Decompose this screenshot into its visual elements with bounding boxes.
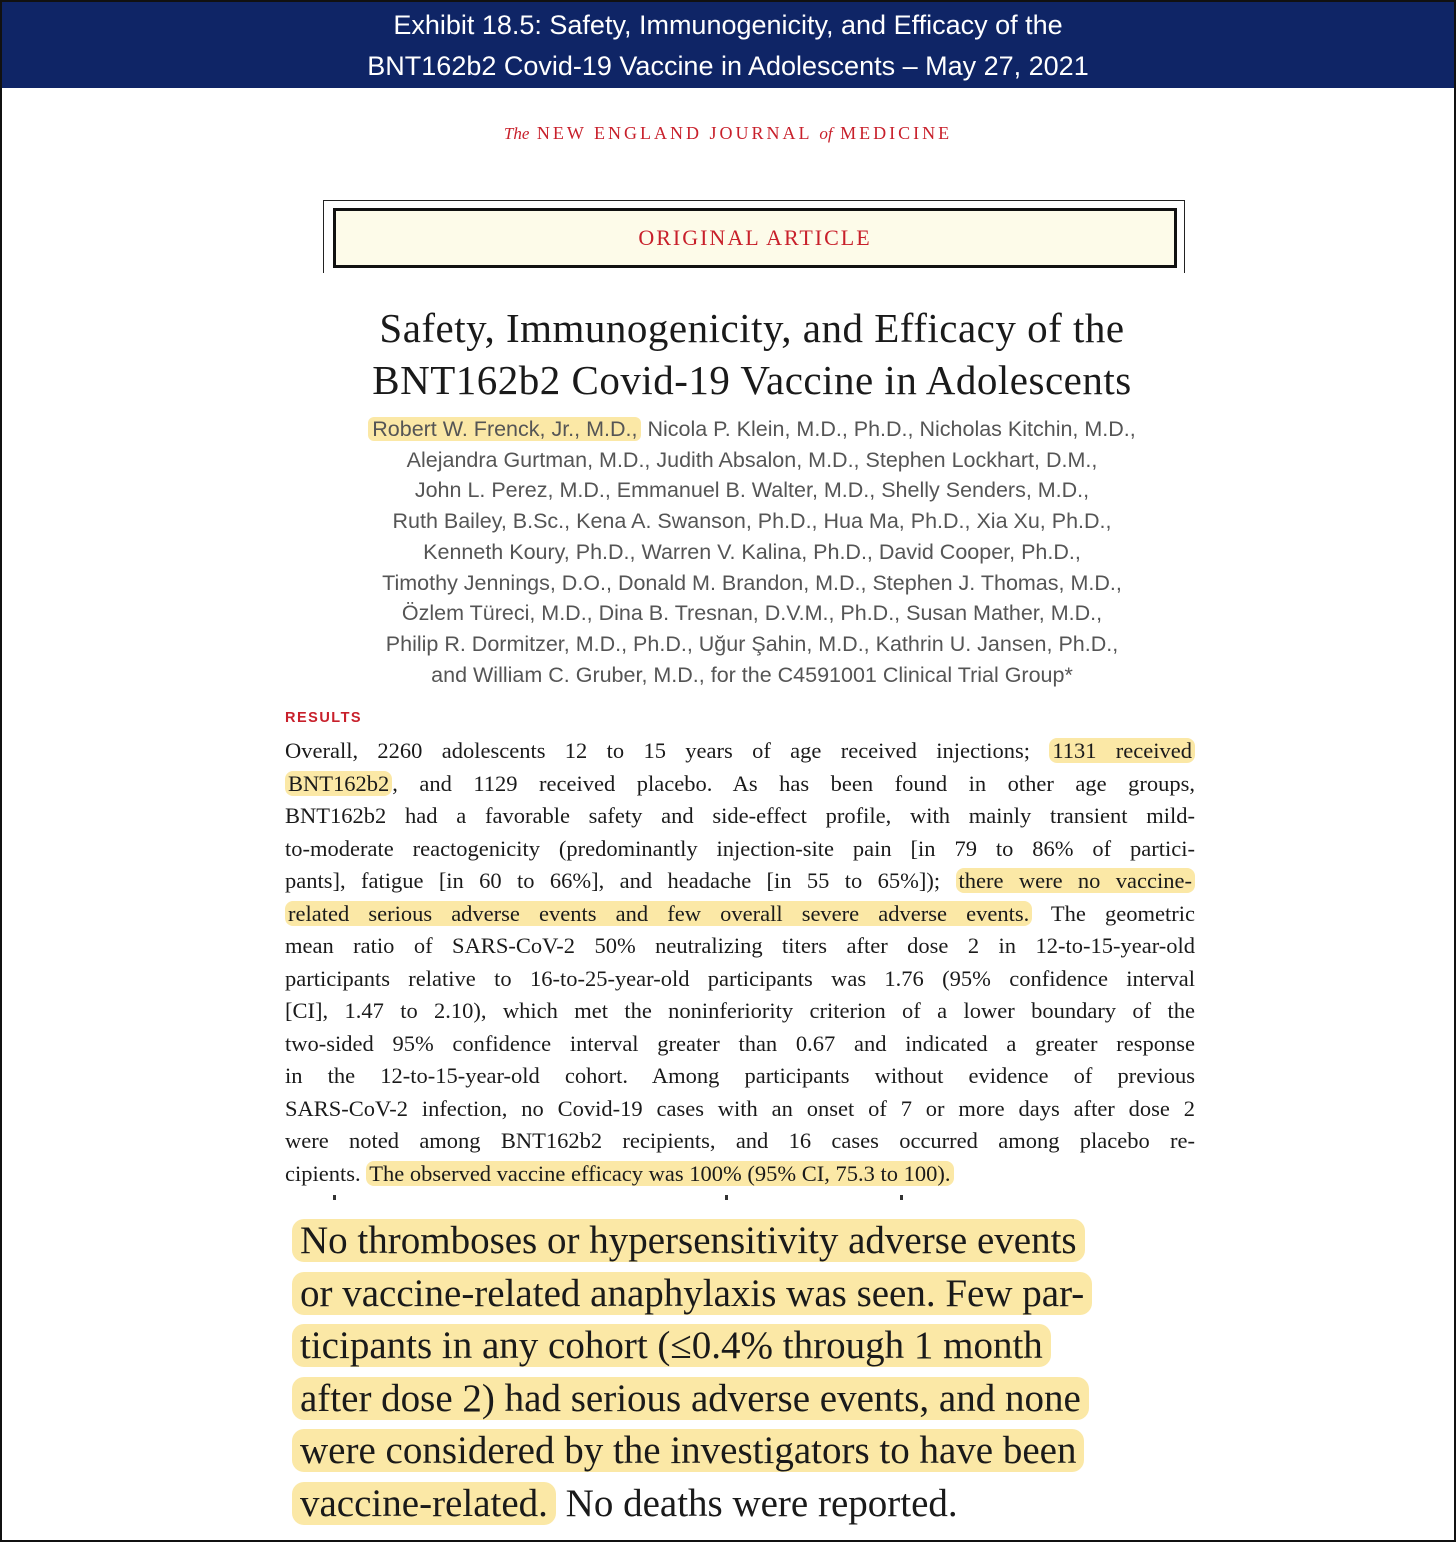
- results-line-7: mean ratio of SARS-CoV-2 50% neutralizing titers after dose 2 in 12-to-15-year-old: [285, 933, 1195, 958]
- authors-line-3: John L. Perez, M.D., Emmanuel B. Walter, M.D., Shelly Senders, M.D.,: [414, 478, 1090, 503]
- journal-name-part-2: MEDICINE: [840, 123, 953, 143]
- quote-highlight-line-1: No thromboses or hypersensitivity adverse events: [292, 1219, 1085, 1262]
- quote-line-5: [292, 1425, 1182, 1478]
- quote-highlight-line-2: or vaccine-related anaphylaxis was seen. Few par-: [292, 1272, 1092, 1315]
- results-highlight-3: The observed vaccine efficacy was 100% (95% CI, 75.3 to 100).: [366, 1161, 953, 1186]
- results-line-5-text: pants], fatigue [in 60 to 66%], and headache [in 55 to 65%]);: [285, 868, 956, 893]
- quote-highlight-line-4: after dose 2) had serious adverse events, and none: [292, 1377, 1089, 1420]
- exhibit-banner: [2, 2, 1454, 88]
- journal-of: of: [819, 124, 833, 143]
- title-line-1: Safety, Immunogenicity, and Efficacy of the: [379, 305, 1125, 351]
- authors-line-1: [252, 414, 1252, 445]
- highlighted-quote: [292, 1215, 1182, 1531]
- results-line-5: [285, 865, 1195, 898]
- results-line-13: were noted among BNT162b2 recipients, and 16 cases occurred among placebo re-: [285, 1128, 1195, 1153]
- quote-highlight-line-3: ticipants in any cohort (≤0.4% through 1 month: [292, 1324, 1051, 1367]
- quote-line-6: [292, 1478, 1182, 1531]
- quote-line-1: [292, 1215, 1182, 1268]
- clipped-text-marks: [285, 1195, 1195, 1199]
- highlighted-author: Robert W. Frenck, Jr., M.D.,: [368, 417, 641, 441]
- authors-line-9: and William C. Gruber, M.D., for the C4591001 Clinical Trial Group*: [431, 662, 1073, 687]
- results-line-4: to-moderate reactogenicity (predominantly injection-site pain [in 79 to 86% of partici-: [285, 835, 1195, 861]
- results-line-8: participants relative to 16-to-25-year-old participants was 1.76 (95% confidence interval: [285, 965, 1195, 991]
- authors-line-1-rest: Nicola P. Klein, M.D., Ph.D., Nicholas Kitchin, M.D.,: [641, 417, 1136, 441]
- results-line-2-text: , and 1129 received placebo. As has been found in other age groups,: [392, 770, 1195, 796]
- authors-line-2: Alejandra Gurtman, M.D., Judith Absalon, M.D., Stephen Lockhart, D.M.,: [406, 447, 1098, 472]
- results-highlight-1a: 1131 received: [1049, 738, 1195, 763]
- clip-mark: [333, 1195, 336, 1200]
- banner-line-2: BNT162b2 Covid-19 Vaccine in Adolescents – May 27, 2021: [367, 51, 1089, 81]
- results-line-14-text: cipients.: [285, 1160, 367, 1186]
- quote-line-6-text: No deaths were reported.: [555, 1481, 958, 1525]
- results-line-3: BNT162b2 had a favorable safety and side-effect profile, with mainly transient mild-: [285, 803, 1195, 828]
- quote-line-2: [292, 1268, 1182, 1321]
- results-paragraph: [285, 735, 1195, 1190]
- authors-line-6: Timothy Jennings, D.O., Donald M. Brandon, M.D., Stephen J. Thomas, M.D.,: [382, 570, 1122, 595]
- quote-line-4: [292, 1373, 1182, 1426]
- authors-line-8: Philip R. Dormitzer, M.D., Ph.D., Uğur Şahin, M.D., Kathrin U. Jansen, Ph.D.,: [385, 631, 1119, 656]
- journal-name-part-1: NEW ENGLAND JOURNAL: [536, 123, 812, 143]
- quote-line-3: [292, 1320, 1182, 1373]
- banner-line-1: Exhibit 18.5: Safety, Immunogenicity, and Efficacy of the: [393, 10, 1063, 40]
- article-title: [252, 302, 1252, 406]
- article-type-label: ORIGINAL ARTICLE: [333, 208, 1177, 268]
- author-list: [252, 414, 1252, 690]
- results-line-12: SARS-CoV-2 infection, no Covid-19 cases with an onset of 7 or more days after dose 2: [285, 1095, 1195, 1121]
- quote-highlight-line-5: were considered by the investigators to have been: [292, 1429, 1084, 1472]
- results-highlight-1b: BNT162b2: [285, 771, 392, 796]
- results-line-6: [285, 898, 1195, 931]
- results-line-1-text: Overall, 2260 adolescents 12 to 15 years of age received injections;: [285, 738, 1050, 763]
- results-line-2: [285, 768, 1195, 801]
- clip-mark: [725, 1195, 728, 1200]
- journal-the: The: [503, 124, 530, 143]
- authors-line-5: Kenneth Koury, Ph.D., Warren V. Kalina, Ph.D., David Cooper, Ph.D.,: [423, 539, 1081, 564]
- authors-line-4: Ruth Bailey, B.Sc., Kena A. Swanson, Ph.D., Hua Ma, Ph.D., Xia Xu, Ph.D.,: [392, 509, 1112, 534]
- journal-masthead: [2, 123, 1454, 144]
- title-line-2: BNT162b2 Covid-19 Vaccine in Adolescents: [372, 357, 1132, 403]
- results-line-14: [285, 1158, 1195, 1191]
- results-line-1: [285, 735, 1195, 768]
- authors-line-7: Özlem Türeci, M.D., Dina B. Tresnan, D.V.M., Ph.D., Susan Mather, M.D.,: [401, 601, 1103, 626]
- results-line-6-text: The geometric: [1032, 900, 1195, 926]
- results-highlight-2b: related serious adverse events and few overall severe adverse events.: [285, 901, 1032, 926]
- results-line-10: two-sided 95% confidence interval greater than 0.67 and indicated a greater response: [285, 1030, 1195, 1056]
- clip-mark: [900, 1195, 903, 1200]
- results-heading: RESULTS: [285, 710, 363, 726]
- quote-highlight-line-6: vaccine-related.: [292, 1482, 556, 1525]
- results-line-11: in the 12-to-15-year-old cohort. Among participants without evidence of previous: [285, 1063, 1195, 1088]
- results-highlight-2a: there were no vaccine-: [956, 868, 1195, 893]
- results-line-9: [CI], 1.47 to 2.10), which met the noninferiority criterion of a lower boundary of the: [285, 998, 1195, 1023]
